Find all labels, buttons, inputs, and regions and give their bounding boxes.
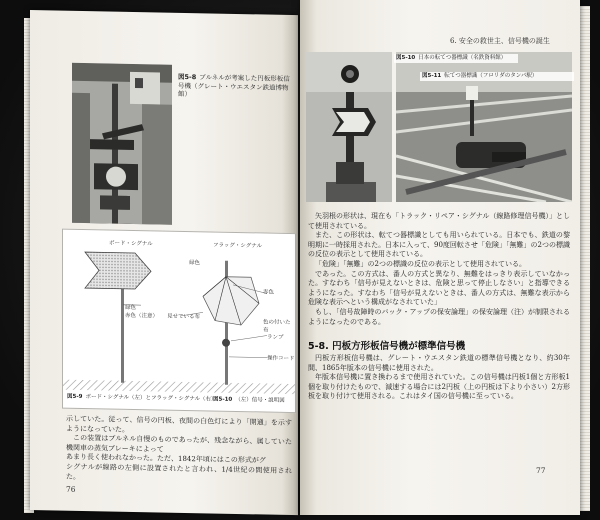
figure-caption: 日本の転てつ器標識（名鉄資料館） (418, 55, 507, 61)
figure-caption: 転てつ器標識（フロリダのタンパ駅） (444, 73, 538, 79)
paragraph: 円板方形板信号機は、グレート・ウエスタン鉄道の標準信号機となり、約30年間、1865年版本の信号機に使用された。 (308, 354, 570, 372)
left-body-text (66, 415, 292, 486)
figure-tag: 図5-10 (396, 55, 416, 61)
left-page (30, 10, 298, 515)
right-body-text-2 (308, 354, 570, 430)
right-page (300, 0, 580, 515)
paragraph: 年版本信号機に置き換わるまで使用されていた。この信号機は円板1個と方形板1個を取り付けたもので、減速する場合には2円板（上の円板は下より小さい）2方形板を取り付けて使用される。これはタイ国の信号機に至っている。 (308, 373, 570, 401)
paragraph: また、この形状は、転てつ器標識としても用いられている。日本でも、鉄道の黎明期に一時採用された。日本に入って、90度回転させ「危険」「無難」の2つの標識の反位の表示として使用されている。 (308, 231, 570, 259)
red-label: 赤色 (263, 289, 275, 296)
photo-right-caption (420, 72, 574, 81)
lamp-label: ランプ (267, 334, 284, 341)
stripe-label: 緑色 赤色（注意） (125, 304, 159, 320)
drawing-caption-right (213, 396, 285, 406)
photo-left-caption (394, 54, 518, 63)
signal-drawing-box (62, 229, 296, 413)
section-heading: 5-8. 円板方形板信号機が標準信号機 (308, 341, 466, 352)
museum-signal-photo (72, 63, 172, 225)
figure-caption: ボード・シグナル（左）とフラッグ・シグナル（右） (85, 394, 217, 403)
text-line: この装置はブルネル自慢のものであったが、残念ながら、属していた機関車の蒸気ブレーキによって (66, 434, 292, 454)
green-label: 緑色 (189, 260, 201, 267)
paragraph: もし、「信号故障時のバック・アップの保安論理」の保安論理（注）が制限されるようになったのである。 (308, 307, 570, 326)
text-line: シグナルが線路の左側に設置されたと言われ、1/4世紀の間使用された。 (66, 462, 292, 481)
figure-caption: ブルネルが考案した円板形板信号機（グレート・ウエスタン鉄道博物館） (178, 73, 290, 99)
operation-cord-label: 操作コード (267, 355, 295, 363)
paragraph: であった。この方式は、番人の方式と異なり、無難をはっきり表示していなかった。すなわち「信号が見えないときは、危険と思って停止しなさい」と指導できるようになった。すなわち「信号が見えないときは、番人の方式は、無難な表示から危険な表示へという構成がなされていた」 (308, 269, 570, 307)
board-signal-label: ボード・シグナル (109, 240, 153, 248)
visible-fabric-label: 見せている布 (167, 313, 201, 321)
paragraph: 「危険」「無難」の2つの標識の反位の表示として使用されている。 (315, 259, 526, 268)
right-body-text (308, 212, 570, 330)
paragraph: 矢羽根の形状は、現在も「トラック・リペア・シグナル（線路修理信号機）」として使用されている。 (308, 212, 570, 230)
figure-tag: 図5-8 (178, 72, 197, 82)
left-page-number: 76 (66, 484, 76, 494)
figure-caption: （左）信号・説明図 (235, 396, 285, 404)
japanese-switch-indicator-photo (306, 52, 392, 202)
text-line: 示していた。従って、信号の円板、夜間の白色灯により「開通」を示すようになっていた。 (66, 414, 292, 434)
right-page-number: 77 (536, 466, 546, 475)
figure-tag: 図5-9 (67, 393, 83, 401)
colored-fabric-label: 色の付いた布 (263, 319, 291, 334)
running-head: 6. 安全の救世主、信号機の誕生 (450, 37, 550, 45)
figure-tag: 図5-11 (422, 73, 442, 79)
museum-photo-caption (178, 73, 290, 101)
figure-tag: 図5-10 (213, 396, 233, 403)
text-line: あまり長く使われなかった。ただ、1842年頃にはこの形式がグ (66, 453, 266, 465)
flag-signal-label: フラッグ・シグナル (213, 242, 263, 250)
